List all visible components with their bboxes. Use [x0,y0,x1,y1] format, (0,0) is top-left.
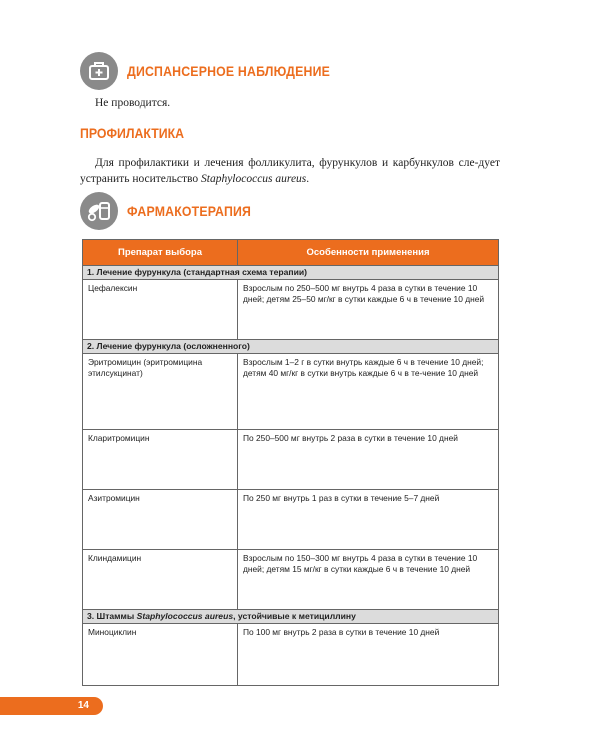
pharmacotherapy-title: ФАРМАКОТЕРАПИЯ [127,203,252,219]
prevention-title: ПРОФИЛАКТИКА [80,125,185,141]
usage-cell: По 100 мг внутрь 2 раза в сутки в течение 10 дней [238,624,499,686]
header-usage: Особенности применения [238,240,499,266]
usage-cell: По 250–500 мг внутрь 2 раза в сутки в течение 10 дней [238,430,499,490]
prevention-text: Для профилактики и лечения фолликулита, фурункулов и карбункулов сле-дует устранить носительство Staphylococcus aureus. [80,157,500,185]
table-header-row [83,240,499,266]
medical-kit-icon [80,52,118,90]
table-row [83,430,499,490]
pharmacotherapy-heading [80,192,268,230]
usage-cell: По 250 мг внутрь 1 раз в сутки в течение 5–7 дней [238,490,499,550]
page-number: 14 [0,697,103,715]
group-2-label: 2. Лечение фурункула (осложненного) [83,340,499,354]
drug-cell: Цефалексин [83,280,238,340]
group-row [83,266,499,280]
dispensary-heading [80,52,358,90]
usage-cell: Взрослым по 150–300 мг внутрь 4 раза в сутки в течение 10 дней; детям 15 мг/кг в сутки каждые 6 ч в течение 10 дней [238,550,499,610]
table-row [83,280,499,340]
table-row [83,624,499,686]
usage-cell: Взрослым по 250–500 мг внутрь 4 раза в сутки в течение 10 дней; детям 25–50 мг/кг в сутки каждые 6 ч в течение 10 дней [238,280,499,340]
table-row [83,354,499,430]
drug-cell: Кларитромицин [83,430,238,490]
header-drug: Препарат выбора [83,240,238,266]
table-row [83,490,499,550]
drug-cell: Клиндамицин [83,550,238,610]
drug-table [82,239,499,686]
organism-name: Staphylococcus aureus [201,173,307,185]
group-row [83,610,499,624]
pills-icon [80,192,118,230]
drug-cell: Эритромицин (эритромицина этилсукцинат) [83,354,238,430]
table-row [83,550,499,610]
usage-cell: Взрослым 1–2 г в сутки внутрь каждые 6 ч в течение 10 дней; детям 40 мг/кг в сутки внутрь каждые 6 ч в те-чение 10 дней [238,354,499,430]
group-3-label: 3. Штаммы Staphylococcus aureus, устойчивые к метициллину [83,610,499,624]
dispensary-text: Не проводится. [95,97,171,109]
group-row [83,340,499,354]
drug-cell: Азитромицин [83,490,238,550]
group-1-label: 1. Лечение фурункула (стандартная схема терапии) [83,266,499,280]
dispensary-title: ДИСПАНСЕРНОЕ НАБЛЮДЕНИЕ [127,63,331,79]
drug-cell: Миноциклин [83,624,238,686]
